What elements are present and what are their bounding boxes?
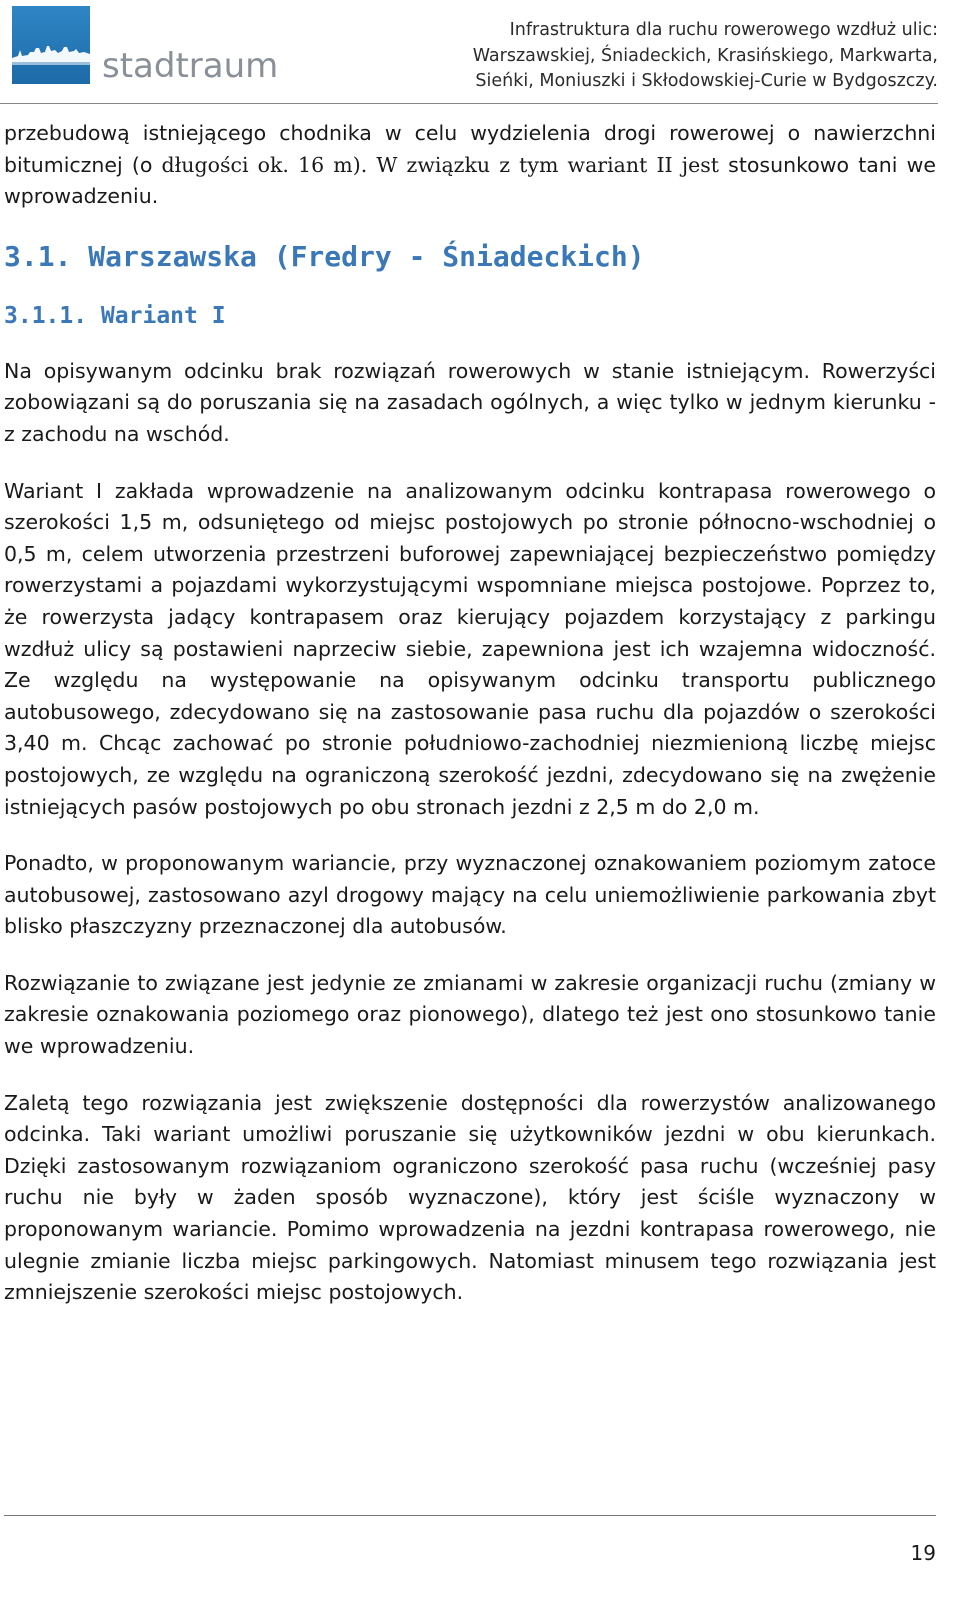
header-divider <box>0 103 938 104</box>
section-heading: 3.1. Warszawska (Fredry - Śniadeckich) <box>4 239 645 273</box>
subsection-heading: 3.1.1. Wariant I <box>4 302 226 329</box>
intro-text-serif: długości ok. 16 m). W związku z tym wariant II jest <box>161 152 720 177</box>
document-title <box>378 18 938 95</box>
page-header <box>0 0 960 104</box>
document-title-line: Sieńki, Moniuszki i Skłodowskiej-Curie w Bydgoszczy. <box>475 71 938 91</box>
logo-text: stadtraum <box>102 46 279 86</box>
document-title-line: Infrastruktura dla ruchu rowerowego wzdłuż ulic: <box>509 20 938 40</box>
body-paragraph: Zaletą tego rozwiązania jest zwiększenie dostępności dla rowerzystów analizowanego odcinka. Taki wariant umożliwi poruszanie się użytkowników jezdni w obu kierunkach. Dzięki zastosowanym rozwiązaniom ograniczono szerokość pasa ruchu (wcześniej pasy ruchu nie były w żaden sposób wyznaczone), który jest ściśle wyznaczony w proponowanym wariancie. Pomimo wprowadzenia na jezdni kontrapasa rowerowego, nie ulegnie zmianie liczba miejsc parkingowych. Natomiast minusem tego rozwiązania jest zmniejszenie szerokości miejsc postojowych. <box>4 1090 936 1305</box>
page-number: 19 <box>910 1541 936 1565</box>
footer-divider <box>4 1515 936 1516</box>
page-content <box>4 118 936 1309</box>
intro-text-end: stosunkowo tani we wprowadzeniu. <box>4 152 936 209</box>
city-skyline-icon <box>12 6 90 84</box>
body-paragraph: Ponadto, w proponowanym wariancie, przy wyznaczonej oznakowaniem poziomym zatoce autobusowej, zastosowano azyl drogowy mający na celu uniemożliwienie parkowania zbyt blisko płaszczyzny przeznaczonej dla autobusów. <box>4 851 936 939</box>
body-paragraph: Rozwiązanie to związane jest jedynie ze zmianami w zakresie organizacji ruchu (zmiany w zakresie oznakowania poziomego oraz pionowego), dlatego też jest ono stosunkowo tanie we wprowadzeniu. <box>4 970 936 1059</box>
body-paragraph: Wariant I zakłada wprowadzenie na analizowanym odcinku kontrapasa rowerowego o szerokości 1,5 m, odsuniętego od miejsc postojowych po stronie północno-wschodniej o 0,5 m, celem utworzenia przestrzeni buforowej zapewniającej bezpieczeństwo pomiędzy rowerzystami a pojazdami wykorzystującymi wspomniane miejsca postojowe. Poprzez to, że rowerzysta jadący kontrapasem oraz kierujący pojazdem korzystający z parkingu wzdłuż ulicy są postawieni naprzeciw siebie, zapewniona jest ich wzajemna widoczność. Ze względu na występowanie na opisywanym odcinku transportu publicznego autobusowego, zdecydowano się na zastosowanie pasa ruchu dla pojazdów o szerokości 3,40 m. Chcąc zachować po stronie południowo-zachodniej niezmienioną liczbę miejsc postojowych, ze względu na ograniczoną szerokość jezdni, zdecydowano się na zwężenie istniejących pasów postojowych po obu stronach jezdni z 2,5 m do 2,0 m. <box>4 478 936 819</box>
intro-text: przebudową istniejącego chodnika w celu wydzielenia drogi rowerowej o nawierzchni bitumicznej (o <box>4 121 936 177</box>
body-paragraph: Na opisywanym odcinku brak rozwiązań rowerowych w stanie istniejącym. Rowerzyści zobowiązani są do poruszania się na zasadach ogólnych, a więc tylko w jednym kierunku - z zachodu na wschód. <box>4 358 936 446</box>
intro-paragraph <box>4 118 936 213</box>
document-title-line: Warszawskiej, Śniadeckich, Krasińskiego, Markwarta, <box>472 45 938 66</box>
